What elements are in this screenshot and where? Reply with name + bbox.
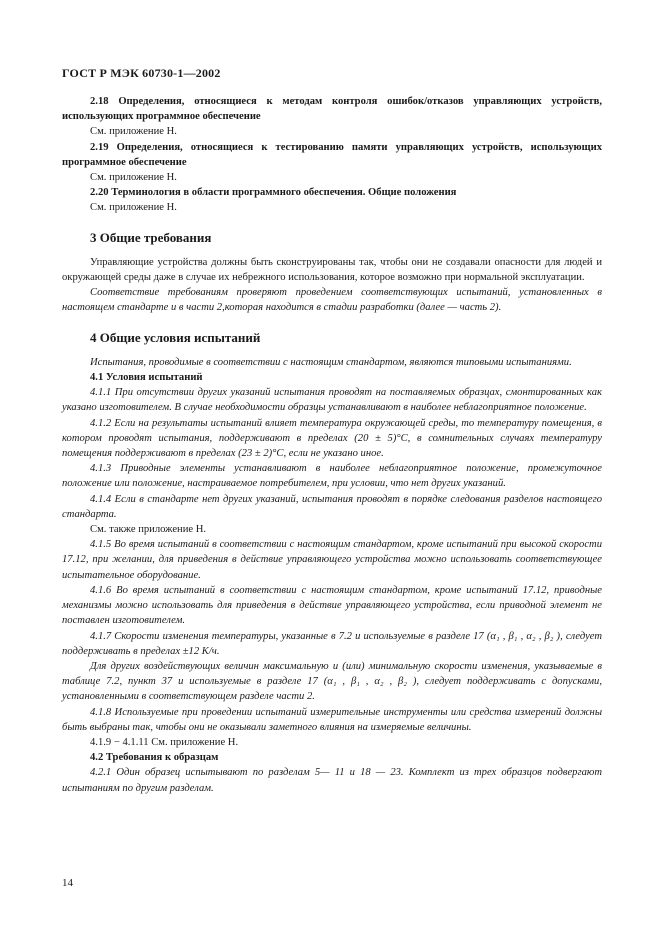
section-3-heading: 3 Общие требования <box>90 229 212 245</box>
section-4-intro: Испытания, проводимые в соответствии с настоящим стандартом, являются типовыми испытаниями. <box>90 356 572 368</box>
clause-4-1-4: 4.1.4 Если в стандарте нет других указаний, испытания проводят в порядке следования разделов настоящего стандарта. <box>62 493 602 520</box>
clause-4-1-7: 4.1.7 Скорости изменения температуры, указанные в 7.2 и используемые в разделе 17 (α₁ , β₁ , α₂ , β₂ ), следует поддерживать в пределах ±12 К/ч. <box>62 630 602 657</box>
clause-2-18-ref: См. приложение Н. <box>90 126 177 138</box>
clause-4-1-2: 4.1.2 Если на результаты испытаний влияет температура окружающей среды, то температуру помещения, в котором проводят испытания, поддерживают в пределах (20 ± 5)°С, в сомнительных случаях температуру помещения поддерживают в пределах (23 ± 2)°С, если не указано иное. <box>62 417 602 460</box>
subsection-4-2-heading: 4.2 Требования к образцам <box>90 752 219 764</box>
clause-4-1-9-11: 4.1.9 − 4.1.11 См. приложение Н. <box>90 736 239 748</box>
clause-4-1-8: 4.1.8 Используемые при проведении испытаний измерительные инструменты или средства измерений должны быть выбраны так, чтобы они не оказывали заметного влияния на измеряемые величины. <box>62 706 602 733</box>
clause-4-1-3: 4.1.3 Приводные элементы устанавливают в наиболее неблагоприятное положение, промежуточное положение или положение, настраиваемое потребителем, при условии, что нет других указаний. <box>62 463 602 490</box>
document-code-header: ГОСТ Р МЭК 60730-1—2002 <box>62 66 221 80</box>
clause-2-20-title: 2.20 Терминология в области программного обеспечения. Общие положения <box>90 187 457 199</box>
document-body <box>62 94 602 796</box>
clause-4-2-1: 4.2.1 Один образец испытывают по разделам 5— 11 и 18 — 23. Комплект из трех образцов подвергают испытаниям по другим разделам. <box>62 767 602 794</box>
clause-4-1-6: 4.1.6 Во время испытаний в соответствии с настоящим стандартом, кроме испытаний 17.12, приводные механизмы можно использовать для приведения в действие управляющего устройства, если приводной элемент не поставлен изготовителем. <box>62 584 602 627</box>
clause-4-1-5: 4.1.5 Во время испытаний в соответствии с настоящим стандартом, кроме испытаний при высокой скорости 17.12, при желании, для приведения в действие управляющего устройства можно использовать соответствующее испытательное оборудование. <box>62 539 602 581</box>
section-4-heading: 4 Общие условия испытаний <box>90 329 261 345</box>
page-number: 14 <box>62 877 73 889</box>
section-3-compliance: Соответствие требованиям проверяют проведением соответствующих испытаний, установленных в настоящем стандарте и в части 2,которая находится в стадии разработки (далее — часть 2). <box>62 287 602 314</box>
clause-2-19-ref: См. приложение Н. <box>90 172 177 184</box>
clause-2-20-ref: См. приложение Н. <box>90 202 177 214</box>
section-3-requirement: Управляющие устройства должны быть сконструированы так, чтобы они не создавали опасности для людей и окружающей среды даже в случае их небрежного использования, которое возможно при нормальной эксплуатации. <box>62 256 602 284</box>
clause-2-18-title: 2.18 Определения, относящиеся к методам контроля ошибок/отказов управляющих устройств, использующих программное обеспечение <box>62 96 602 123</box>
clause-4-1-1: 4.1.1 При отсутствии других указаний испытания проводят на поставляемых образцах, смонтированных как указано изготовителем. В случае необходимости образцы устанавливают в наиболее неблагоприятное положение. <box>62 387 602 414</box>
clause-2-19-title: 2.19 Определения, относящиеся к тестированию памяти управляющих устройств, использующих программное обеспечение <box>62 141 602 168</box>
clause-4-1-7-other: Для других воздействующих величин максимальную и (или) минимальную скорости изменения, указываемые в таблице 7.2, пункт 37 и используемые в разделе 17 (α₁ , β₁ , α₂ , β₂ ), следует поддерживать с допусками, установленными в соответствующем разделе части 2. <box>62 660 602 703</box>
subsection-4-1-heading: 4.1 Условия испытаний <box>90 372 203 384</box>
clause-4-1-4-ref: См. также приложение Н. <box>90 524 207 536</box>
